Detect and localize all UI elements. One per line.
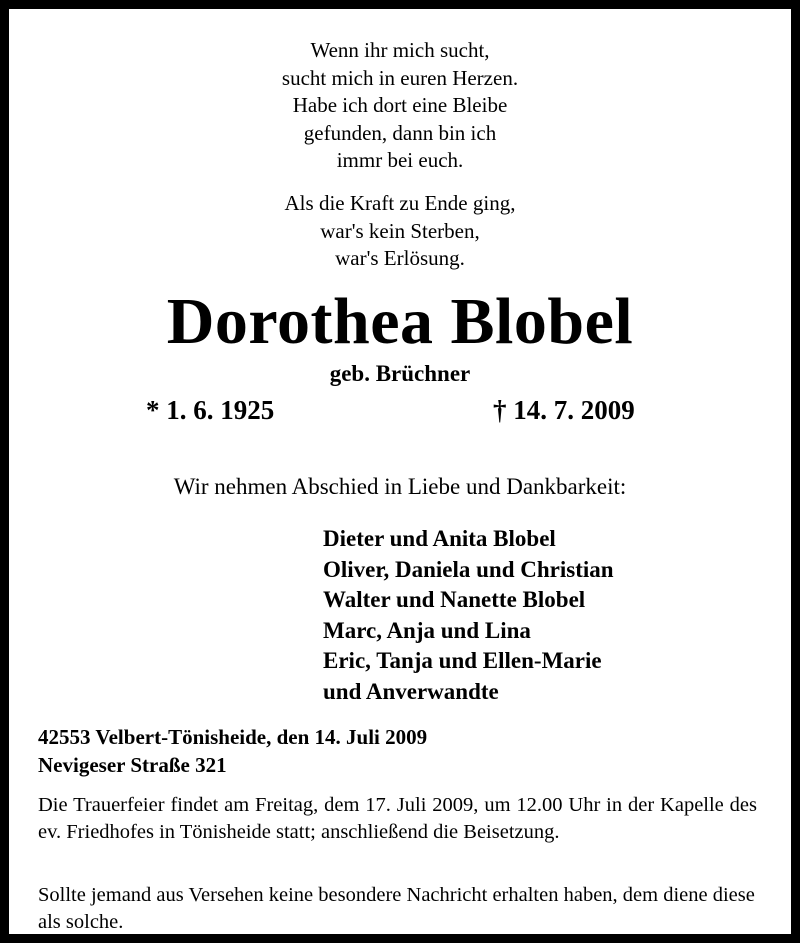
farewell-line: Wir nehmen Abschied in Liebe und Dankbarkeit:	[173, 474, 627, 499]
address-place-date: 42553 Velbert-Tönisheide, den 14. Juli 2009	[38, 725, 428, 749]
birth-date: * 1. 6. 1925	[146, 395, 275, 425]
poem-line: Wenn ihr mich sucht,	[310, 38, 490, 62]
poem-line: war's Erlösung.	[335, 246, 465, 270]
mourner-entry: Walter und Nanette Blobel	[323, 587, 586, 612]
maiden-name: geb. Brüchner	[329, 361, 471, 386]
poem-line: Habe ich dort eine Bleibe	[292, 93, 508, 117]
poem-line: war's kein Sterben,	[320, 218, 480, 243]
mourner-entry: Eric, Tanja und Ellen-Marie	[323, 648, 602, 673]
mourner-entry: Marc, Anja und Lina	[323, 617, 531, 643]
poem-line: Als die Kraft zu Ende ging,	[284, 191, 516, 215]
poem-stanza-1	[9, 37, 791, 175]
mourner-entry: Dieter und Anita Blobel	[323, 526, 556, 551]
poem-line: gefunden, dann bin ich	[303, 120, 497, 145]
mourner-entry: Oliver, Daniela und Christian	[323, 556, 614, 582]
deceased-name: Dorothea Blobel	[166, 285, 634, 358]
poem-line: immr bei euch.	[336, 148, 464, 172]
address-block	[38, 723, 427, 779]
poem-stanza-2	[9, 190, 791, 273]
notice-text: Sollte jemand aus Versehen keine besondere Nachricht erhalten haben, dem diene diese als solche.	[38, 884, 755, 933]
poem-line: sucht mich in euren Herzen.	[281, 65, 519, 90]
death-date: † 14. 7. 2009	[493, 395, 635, 425]
funeral-service-text: Die Trauerfeier findet am Freitag, dem 17. Juli 2009, um 12.00 Uhr in der Kapelle des ev. Friedhofes in Tönisheide statt; anschließend die Beisetzung.	[38, 794, 757, 843]
mourners-list	[323, 524, 614, 707]
mourner-entry: und Anverwandte	[323, 678, 499, 704]
address-street: Nevigeser Straße 321	[38, 753, 227, 777]
